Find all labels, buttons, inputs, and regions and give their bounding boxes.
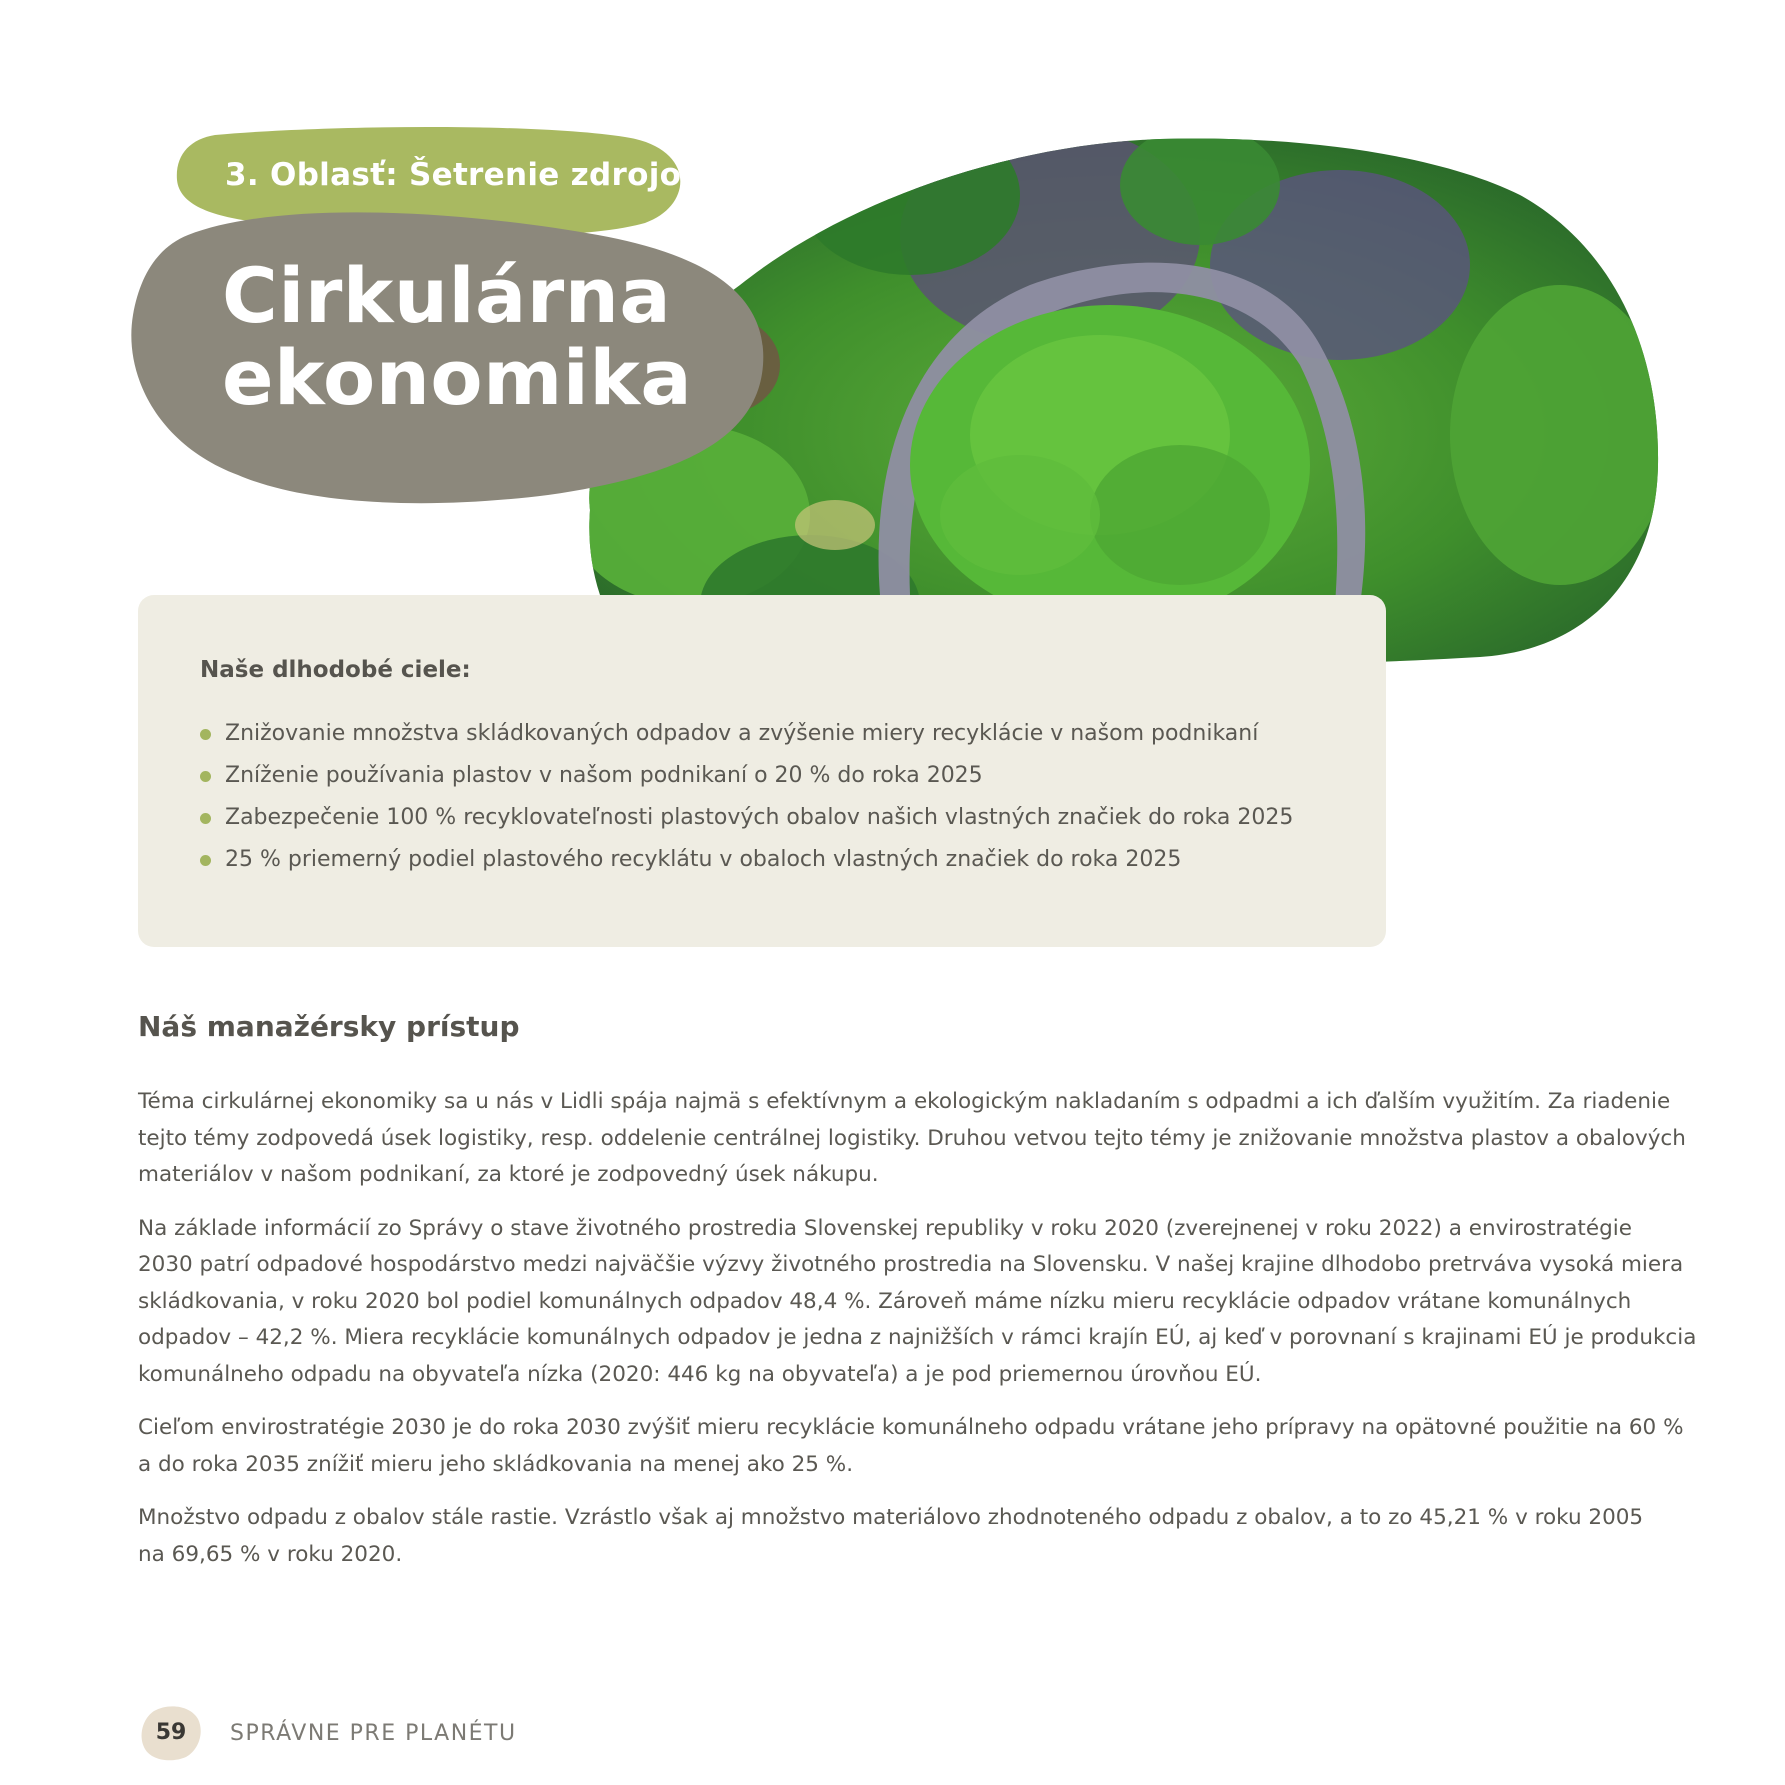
text-line: Na základe informácií zo Správy o stave životného prostredia Slovenskej republiky v roku 2020 (zverejnenej v roku 2022) a envirostratégie xyxy=(138,1215,1632,1241)
footer xyxy=(140,1705,517,1761)
text-line: 2030 patrí odpadové hospodárstvo medzi najväčšie výzvy životného prostredia na Slovensku. V našej krajine dlhodobo pretrváva vysoká miera xyxy=(138,1252,1684,1277)
body-paragraph-3 xyxy=(138,1410,1684,1483)
text-line: Množstvo odpadu z obalov stále rastie. Vzrástlo však aj množstvo materiálovo zhodnoteného odpadu z obalov, a to zo 45,21 % v roku 2005 xyxy=(138,1505,1644,1530)
page-title xyxy=(222,251,693,422)
body-paragraph-2 xyxy=(138,1211,1697,1394)
page-title-line-1: Cirkulárna xyxy=(222,251,672,340)
body-text xyxy=(138,1084,1697,1590)
goals-box xyxy=(138,595,1386,947)
section-heading: Náš manažérsky prístup xyxy=(138,1010,520,1043)
goal-item: Zabezpečenie 100 % recyklovateľnosti plastových obalov našich vlastných značiek do roka 2025 xyxy=(200,797,1386,839)
page-title-line-2: ekonomika xyxy=(222,333,693,422)
text-line: odpadov – 42,2 %. Miera recyklácie komunálnych odpadov je jedna z najnižších v rámci krajín EÚ, aj keď v porovnaní s krajinami EÚ je produkcia xyxy=(138,1325,1697,1350)
text-line: a do roka 2035 znížiť mieru jeho skládkovania na menej ako 25 %. xyxy=(138,1451,854,1477)
page-number: 59 xyxy=(155,1720,187,1745)
text-line: skládkovania, v roku 2020 bol podiel komunálnych odpadov 48,4 %. Zároveň máme nízku mieru recyklácie odpadov vrátane komunálnych xyxy=(138,1288,1632,1314)
footer-label: SPRÁVNE PRE PLANÉTU xyxy=(230,1720,517,1746)
text-line: Téma cirkulárnej ekonomiky sa u nás v Lidli spája najmä s efektívnym a ekologickým nakladaním s odpadmi a ich ďalším využitím. Za riadenie xyxy=(138,1089,1671,1114)
goals-heading: Naše dlhodobé ciele: xyxy=(200,657,471,683)
text-line: Cieľom envirostratégie 2030 je do roka 2030 zvýšiť mieru recyklácie komunálneho odpadu vrátane jeho prípravy na opätovné použitie na 60 % xyxy=(138,1415,1684,1440)
area-label-text: 3. Oblasť: Šetrenie zdrojov xyxy=(225,157,702,193)
text-line: na 69,65 % v roku 2020. xyxy=(138,1541,403,1567)
text-line: komunálneho odpadu na obyvateľa nízka (2020: 446 kg na obyvateľa) a je pod priemernou úrovňou EÚ. xyxy=(138,1361,1262,1387)
goal-item: Zníženie používania plastov v našom podnikaní o 20 % do roka 2025 xyxy=(200,755,1386,797)
goal-item: 25 % priemerný podiel plastového recyklátu v obaloch vlastných značiek do roka 2025 xyxy=(200,839,1386,881)
goals-list xyxy=(200,713,1386,881)
body-paragraph-4 xyxy=(138,1500,1678,1573)
page-number-badge xyxy=(140,1705,202,1761)
text-line: tejto témy zodpovedá úsek logistiky, resp. oddelenie centrálnej logistiky. Druhou vetvou tejto témy je znižovanie množstva plastov a obalových xyxy=(138,1125,1686,1151)
goal-item: Znižovanie množstva skládkovaných odpadov a zvýšenie miery recyklácie v našom podnikaní xyxy=(200,713,1386,755)
body-paragraph-1 xyxy=(138,1084,1686,1194)
text-line: materiálov v našom podnikaní, za ktoré je zodpovedný úsek nákupu. xyxy=(138,1162,879,1187)
